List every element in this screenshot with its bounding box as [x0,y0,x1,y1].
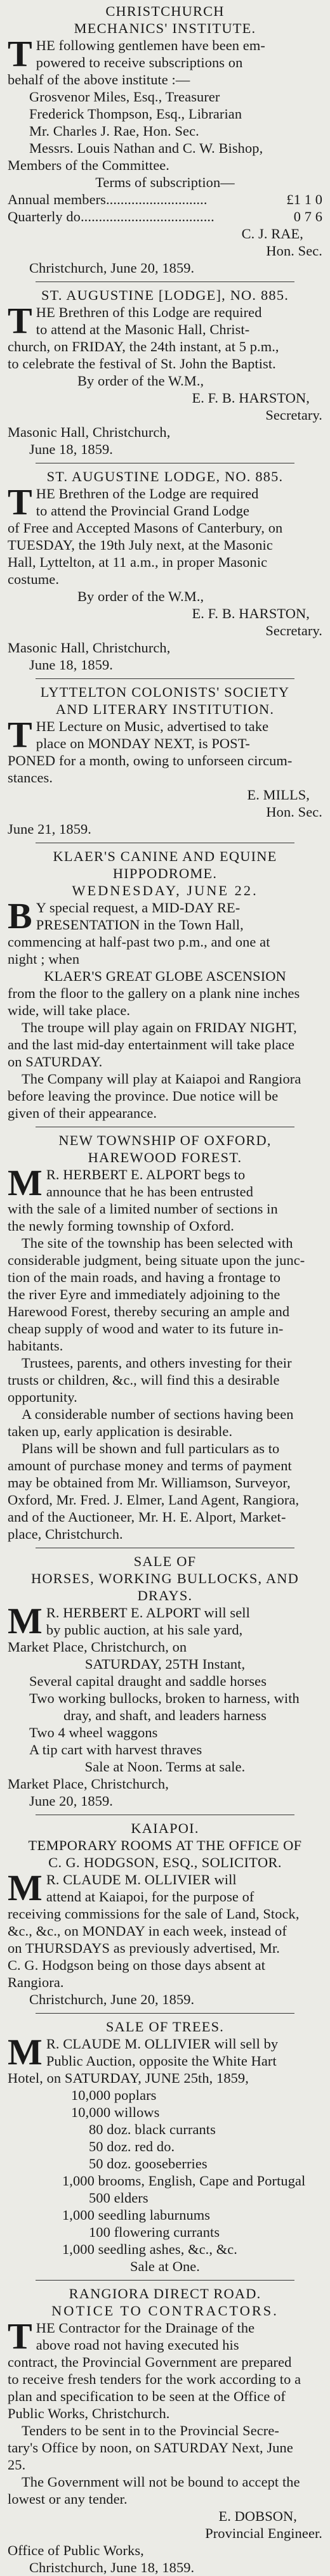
signature-title: Secretary. [265,623,322,638]
text-line: HE Contractor for the Drainage of the [36,2320,255,2336]
signature: E. F. B. HARSTON, [192,605,310,621]
lot-line: 50 doz. red do. [89,2139,175,2154]
text-line: costume. [8,571,60,587]
member-line: Mr. Charles J. Rae, Hon. Sec. [29,123,199,139]
ad-heading: HORSES, WORKING BULLOCKS, AND [31,1570,299,1586]
ad-heading: ST. AUGUSTINE LODGE, NO. 885. [46,469,284,484]
text-line: to celebrate the festival of St. John the Baptist. [8,356,276,372]
text-line: Tenders to be sent in to the Provincial Secre- [22,2423,279,2438]
text-line: Plans will be shown and full particulars as to [22,1440,280,1456]
drop-cap: T [8,481,32,522]
signature: E. F. B. HARSTON, [192,390,310,406]
lot-line: Several capital draught and saddle horses [29,1673,267,1689]
text-line: R. HERBERT E. ALPORT will sell [46,1605,250,1621]
text-line: Hall, Lyttelton, at 11 a.m., in proper Masonic [8,554,268,570]
text-line: considerable judgment, being situate upon the junc- [8,1252,305,1268]
text-line: to attend the Provincial Grand Lodge [36,503,250,519]
text-line: 25. [8,2457,26,2473]
drop-cap: M [8,1600,43,1641]
ad-heading: LYTTELTON COLONISTS' SOCIETY [40,684,290,700]
text-line: amount of purchase money and terms of payment [8,1458,292,1473]
text-line: PONED for a month, owing to unforseen circum- [8,753,293,768]
text-line: R. HERBERT E. ALPORT begs to [46,1167,246,1182]
ad-heading: CHRISTCHURCH [105,3,225,19]
text-line: Rangiora. [8,1974,64,1990]
oxford-township-ad [8,1132,322,1543]
lot-line: 50 doz. gooseberries [89,2156,208,2171]
text-line: The Government will not be bound to accept the [22,2474,300,2490]
member-line: Members of the Committee. [8,157,169,173]
place-line: Masonic Hall, Christchurch, [8,640,171,656]
klaer-hippodrome-ad [8,848,322,1122]
text-line: The site of the township has been selected with [22,1235,293,1251]
signature: C. J. RAE, [241,226,303,242]
signature: E. MILLS, [247,787,310,803]
text-line: Market Place, Christchurch, on [8,1639,187,1655]
text-line: Trustees, parents, and others investing for their [22,1355,292,1371]
mechanics-institute-ad [8,3,322,276]
place-date: Christchurch, June 20, 1859. [29,260,195,276]
signature-title: Secretary. [265,407,322,423]
lot-line: 1,000 brooms, English, Cape and Portugal [62,2173,306,2189]
text-line: taken up, early application is desirable. [8,1423,233,1439]
ad-heading: SALE OF [133,1553,197,1569]
ad-heading: TEMPORARY ROOMS AT THE OFFICE OF [28,1837,302,1853]
lot-line: Two 4 wheel waggons [29,1725,158,1740]
text-line: to attend at the Masonic Hall, Christ- [36,321,250,337]
text-line: announce that he has been entrusted [46,1184,254,1200]
text-line: plan and specification to be seen at the Office of [8,2388,286,2404]
text-line: church, on FRIDAY, the 24th instant, at 5 p.m., [8,339,279,354]
fee-value: 0 7 6 [293,209,322,224]
drop-cap: B [8,895,32,936]
signature-title: Hon. Sec. [266,804,322,820]
text-line: place on MONDAY NEXT, is POST- [36,735,250,751]
ad-heading: C. G. HODGSON, ESQ., SOLICITOR. [48,1854,282,1870]
text-line: wide, will take place. [8,1002,131,1018]
ad-heading: DRAYS. [137,1588,193,1603]
text-line: from the floor to the gallery on a plank nine inches [8,985,300,1001]
lyttelton-society-ad [8,683,322,838]
horses-sale-ad [8,1553,322,1809]
text-line: lowest or any tender. [8,2491,128,2507]
text-line: Harewood Forest, thereby securing an ample and [8,1304,290,1319]
text-line: TUESDAY, the 19th July next, at the Masonic [8,537,273,553]
signature-title: Hon. Sec. [266,243,322,259]
text-line: may be obtained from Mr. Williamson, Surveyor, [8,1475,291,1491]
text-line: R. CLAUDE M. OLLIVIER will [46,1872,237,1887]
lot-line: Two working bullocks, broken to harness, with [29,1690,300,1706]
text-line: commencing at half-past two p.m., and one at [8,934,270,950]
order-line: By order of the W.M., [77,373,204,389]
lot-line: 1,000 seedling ashes, &c., &c. [62,2241,237,2257]
lot-line: 1,000 seedling laburnums [62,2207,211,2223]
fee-row [8,191,322,208]
text-line: attend at Kaiapoi, for the purpose of [46,1889,254,1905]
text-line: behalf of the above institute :— [8,72,190,87]
drop-cap: T [8,2315,32,2357]
text-line: given of their appearance. [8,1105,157,1121]
text-line: above road not having executed his [36,2337,239,2353]
text-line: Public Auction, opposite the White Hart [46,2053,277,2069]
text-line: the river Eyre and immediately adjoining to the [8,1286,280,1302]
date-line: June 21, 1859. [8,821,92,837]
text-line: Oxford, Mr. Fred. J. Elmer, Land Agent, Rangiora, [8,1492,300,1508]
ad-heading: KLAER'S CANINE AND EQUINE [53,848,277,864]
drop-cap: M [8,1867,43,1908]
rangiora-road-ad [8,2285,322,2576]
fee-value: £1 1 0 [286,191,322,207]
lot-line: 10,000 willows [71,2104,160,2120]
text-line: The troupe will play again on FRIDAY NIGHT, [22,1019,297,1035]
kaiapoi-ad [8,1820,322,2008]
lot-line: 100 flowering currants [89,2224,220,2240]
ad-heading: ST. AUGUSTINE [LODGE], NO. 885. [41,287,289,303]
text-line: Hotel, on SATURDAY, JUNE 25th, 1859, [8,2070,249,2086]
date-line: June 18, 1859. [29,441,114,457]
date-line: Christchurch, June 18, 1859. [29,2560,195,2575]
text-line: tary's Office by noon, on SATURDAY Next, June [8,2440,293,2456]
text-line: powered to receive subscriptions on [36,55,243,70]
fee-label: Quarterly do..................................... [8,209,214,224]
text-line: Public Works, Christchurch. [8,2405,170,2421]
place-line: Masonic Hall, Christchurch, [8,424,171,440]
text-line: and the last mid-day entertainment will take place [8,1037,295,1052]
drop-cap: T [8,33,32,74]
text-line: contract, the Provincial Government are prepared [8,2354,292,2370]
text-line: HE Lecture on Music, advertised to take [36,718,269,734]
text-line: on THURSDAYS as previously advertised, Mr. [8,1940,280,1956]
lot-line: 80 doz. black currants [89,2121,216,2137]
divider [36,2013,294,2014]
text-line: by public auction, at his sale yard, [46,1622,243,1638]
sale-date: SATURDAY, 25TH Instant, [84,1656,246,1672]
fee-label: Annual members............................ [8,191,208,207]
ad-heading: MECHANICS' INSTITUTE. [74,20,256,36]
lot-line: A tip cart with harvest thraves [29,1742,202,1757]
drop-cap: T [8,714,32,755]
text-line: stances. [8,770,53,786]
ad-heading: RANGIORA DIRECT ROAD. [69,2286,261,2301]
text-line: habitants. [8,1338,63,1354]
text-line: the newly forming township of Oxford. [8,1218,234,1234]
signature-title: Provincial Engineer. [205,2525,322,2541]
text-line: on SATURDAY. [8,1054,103,1070]
date-line: June 18, 1859. [29,657,114,673]
text-line: receiving commissions for the sale of Land, Stock, [8,1906,300,1922]
text-line: trusts or children, &c., will find this a desirable [8,1372,280,1388]
fee-row [8,208,322,225]
drop-cap: M [8,1162,43,1203]
text-line: place, Christchurch. [8,1526,123,1542]
sale-of-trees-ad [8,2018,322,2275]
place-line: Market Place, Christchurch, [8,1776,169,1792]
ad-heading: AND LITERARY INSTITUTION. [55,701,275,717]
place-date: Christchurch, June 20, 1859. [29,1991,195,2007]
terms-line: Terms of subscription— [95,174,235,190]
lot-line: 10,000 poplars [71,2087,157,2103]
ad-heading: HAREWOOD FOREST. [88,1149,242,1165]
text-line: night ; when [8,951,80,967]
text-line: opportunity. [8,1389,77,1405]
text-line: cheap supply of wood and water to its future in- [8,1321,284,1337]
member-line: Frederick Thompson, Esq., Librarian [29,106,242,122]
member-line: Messrs. Louis Nathan and C. W. Bishop, [29,140,263,156]
place-line: Office of Public Works, [8,2542,144,2558]
divider [36,678,294,679]
sub-heading: KLAER'S GREAT GLOBE ASCENSION [44,968,286,984]
ad-heading: KAIAPOI. [131,1820,199,1836]
text-line: with the sale of a limited number of sections in [8,1201,278,1217]
drop-cap: T [8,300,32,341]
text-line: of Free and Accepted Masons of Canterbury, on [8,520,283,536]
text-line: HE following gentlemen have been em- [36,37,265,53]
text-line: before leaving the province. Due notice will be [8,1088,279,1104]
text-line: HE Brethren of the Lodge are required [36,486,259,502]
text-line: PRESENTATION in the Town Hall, [36,917,244,933]
member-line: Grosvenor Miles, Esq., Treasurer [29,89,220,105]
order-line: By order of the W.M., [77,588,204,604]
signature: E. DOBSON, [218,2508,297,2524]
text-line: Y special request, a MID-DAY RE- [36,900,241,916]
drop-cap: M [8,2031,43,2073]
st-augustine-lodge-ad [8,287,322,458]
date-line: June 20, 1859. [29,1793,114,1809]
sale-terms: Sale at Noon. Terms at sale. [84,1759,246,1775]
text-line: C. G. Hodgson being on those days absent at [8,1957,266,1973]
text-line: and of the Auctioneer, Mr. H. E. Alport, Market- [8,1509,286,1525]
st-augustine-lodge-grand-ad [8,468,322,673]
text-line: A considerable number of sections having been [22,1406,294,1422]
lot-line: 500 elders [89,2190,148,2206]
sale-time: Sale at One. [129,2258,200,2274]
ad-heading: HIPPODROME. [112,865,218,881]
ad-heading: SALE OF TREES. [105,2019,225,2035]
text-line: HE Brethren of this Lodge are required [36,304,262,320]
ad-heading: NOTICE TO CONTRACTORS. [51,2303,279,2319]
text-line: &c., &c., on MONDAY in each week, instead of [8,1923,287,1939]
ad-heading: NEW TOWNSHIP OF OXFORD, [58,1132,272,1148]
divider [36,2280,294,2281]
text-line: to receive fresh tenders for the work according to a [8,2371,301,2387]
ad-heading: WEDNESDAY, JUNE 22. [72,883,258,898]
lot-line: dray, and shaft, and leaders harness [63,1707,267,1723]
text-line: tion of the main roads, and having a frontage to [8,1269,281,1285]
text-line: R. CLAUDE M. OLLIVIER will sell by [46,2036,279,2052]
text-line: The Company will play at Kaiapoi and Rangiora [22,1071,301,1087]
